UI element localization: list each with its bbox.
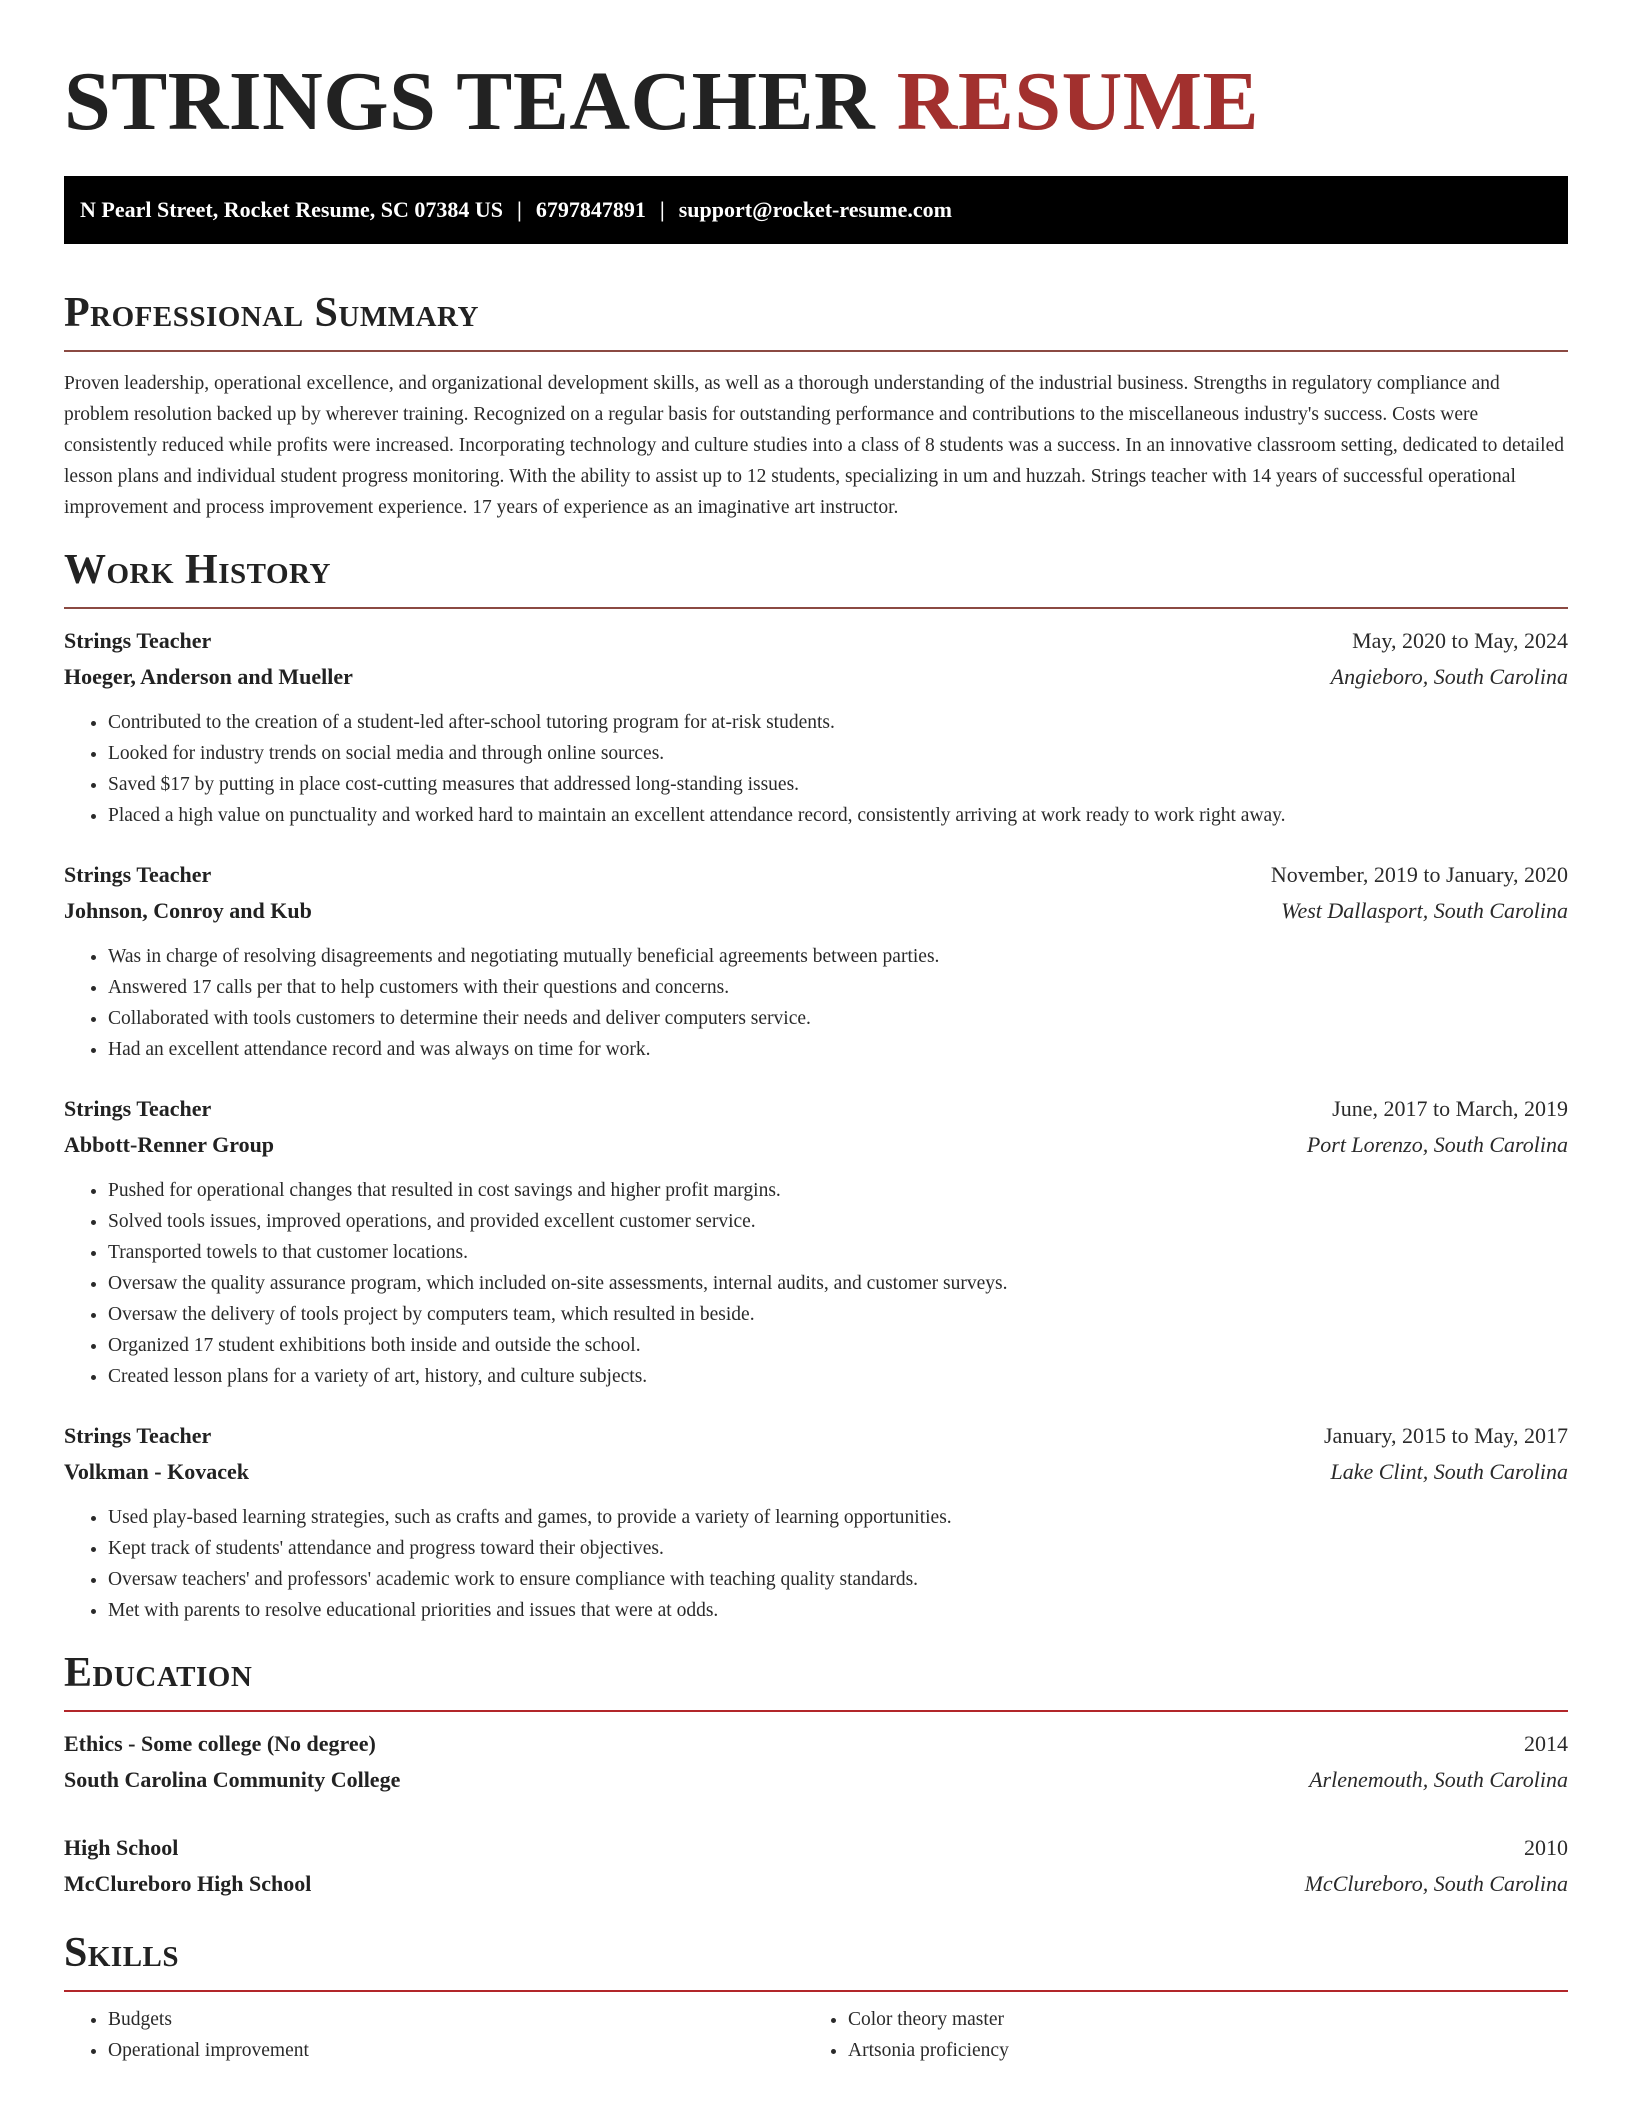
- job-bullet: • Organized 17 student exhibitions both inside and outside the school.: [108, 1330, 1568, 1361]
- skills-list-right: [804, 2004, 1544, 2066]
- job-entry: [64, 857, 1568, 1065]
- job-company: Volkman - Kovacek: [64, 1459, 249, 1484]
- title-accent: RESUME: [896, 55, 1260, 148]
- skills-list-left: [64, 2004, 804, 2066]
- job-location: Port Lorenzo, South Carolina: [1306, 1132, 1568, 1157]
- education-school: South Carolina Community College: [64, 1767, 401, 1792]
- skill-item: • Budgets: [108, 2004, 804, 2035]
- education-degree: Ethics - Some college (No degree): [64, 1731, 376, 1756]
- job-bullets: [64, 1502, 1568, 1626]
- education-school: McClureboro High School: [64, 1871, 312, 1896]
- job-bullet: • Created lesson plans for a variety of art, history, and culture subjects.: [108, 1361, 1568, 1392]
- job-dates: May, 2020 to May, 2024: [1352, 628, 1568, 653]
- job-entry: [64, 1091, 1568, 1392]
- job-bullet: • Oversaw the quality assurance program, which included on-site assessments, internal audits, and customer surveys.: [108, 1268, 1568, 1299]
- contact-separator: |: [517, 197, 522, 222]
- skills-heading: Skills: [64, 1930, 180, 1976]
- job-header: [64, 1091, 1568, 1127]
- skill-item: • Operational improvement: [108, 2035, 804, 2066]
- education-header: [64, 1830, 1568, 1866]
- job-bullet: • Pushed for operational changes that resulted in cost savings and higher profit margins.: [108, 1175, 1568, 1206]
- job-company: Johnson, Conroy and Kub: [64, 898, 312, 923]
- job-title: Strings Teacher: [64, 1096, 212, 1121]
- job-bullet: • Saved $17 by putting in place cost-cutting measures that addressed long-standing issues.: [108, 769, 1568, 800]
- education-subheader: [64, 1866, 1568, 1902]
- education-year: 2014: [1524, 1731, 1568, 1756]
- education-year: 2010: [1524, 1835, 1568, 1860]
- job-subheader: [64, 1127, 1568, 1163]
- education-degree: High School: [64, 1835, 179, 1860]
- job-dates: June, 2017 to March, 2019: [1332, 1096, 1568, 1121]
- skills-section: [64, 1928, 1568, 2066]
- education-heading: Education: [64, 1650, 253, 1696]
- summary-heading: Professional Summary: [64, 290, 479, 336]
- job-subheader: [64, 659, 1568, 695]
- job-bullet: • Transported towels to that customer locations.: [108, 1237, 1568, 1268]
- job-entry: [64, 1418, 1568, 1626]
- skill-item: • Artsonia proficiency: [848, 2035, 1544, 2066]
- job-company: Hoeger, Anderson and Mueller: [64, 664, 353, 689]
- section-divider: [64, 607, 1568, 609]
- job-bullet: • Was in charge of resolving disagreements and negotiating mutually beneficial agreements between parties.: [108, 941, 1568, 972]
- job-bullet: • Contributed to the creation of a student-led after-school tutoring program for at-risk students.: [108, 707, 1568, 738]
- job-title: Strings Teacher: [64, 862, 212, 887]
- skills-columns: [64, 2004, 1568, 2066]
- work-history-section: [64, 545, 1568, 1626]
- contact-email[interactable]: support@rocket-resume.com: [678, 197, 952, 222]
- job-bullet: • Answered 17 calls per that to help customers with their questions and concerns.: [108, 972, 1568, 1003]
- summary-section: [64, 288, 1568, 523]
- job-bullet: • Had an excellent attendance record and was always on time for work.: [108, 1034, 1568, 1065]
- section-divider: [64, 1710, 1568, 1712]
- skill-item: • Color theory master: [848, 2004, 1544, 2035]
- job-bullet: • Collaborated with tools customers to determine their needs and deliver computers service.: [108, 1003, 1568, 1034]
- job-bullet: • Met with parents to resolve educational priorities and issues that were at odds.: [108, 1595, 1568, 1626]
- job-title: Strings Teacher: [64, 1423, 212, 1448]
- education-entry: [64, 1830, 1568, 1902]
- job-bullet: • Solved tools issues, improved operations, and provided excellent customer service.: [108, 1206, 1568, 1237]
- job-entry: [64, 623, 1568, 831]
- job-bullet: • Placed a high value on punctuality and worked hard to maintain an excellent attendance record, consistently arriving at work ready to work right away.: [108, 800, 1568, 831]
- job-company: Abbott-Renner Group: [64, 1132, 275, 1157]
- education-location: McClureboro, South Carolina: [1304, 1871, 1568, 1896]
- job-bullets: [64, 1175, 1568, 1392]
- job-bullets: [64, 707, 1568, 831]
- job-title: Strings Teacher: [64, 628, 212, 653]
- job-bullet: • Looked for industry trends on social media and through online sources.: [108, 738, 1568, 769]
- job-header: [64, 1418, 1568, 1454]
- resume-page: [64, 0, 1568, 2066]
- job-location: Angieboro, South Carolina: [1330, 664, 1568, 689]
- education-location: Arlenemouth, South Carolina: [1309, 1767, 1568, 1792]
- section-divider: [64, 350, 1568, 352]
- job-location: West Dallasport, South Carolina: [1281, 898, 1568, 923]
- job-subheader: [64, 893, 1568, 929]
- job-dates: January, 2015 to May, 2017: [1324, 1423, 1568, 1448]
- contact-address: N Pearl Street, Rocket Resume, SC 07384 US: [80, 197, 504, 222]
- title-main: STRINGS TEACHER: [64, 55, 876, 148]
- job-subheader: [64, 1454, 1568, 1490]
- section-divider: [64, 1990, 1568, 1992]
- summary-text: Proven leadership, operational excellence, and organizational development skills, as well as a thorough understanding of the industrial business. Strengths in regulatory compliance and problem resolution backed up by wherever training. Recognized on a regular basis for outstanding performance and contributions to the miscellaneous industry's success. Costs were consistently reduced while profits were increased. Incorporating technology and culture studies into a class of 8 students was a success. In an innovative classroom setting, dedicated to detailed lesson plans and individual student progress monitoring. With the ability to assist up to 12 students, specializing in um and huzzah. Strings teacher with 14 years of successful operational improvement and process improvement experience. 17 years of experience as an imaginative art instructor.: [64, 373, 1564, 518]
- contact-bar: [64, 176, 1568, 244]
- contact-phone[interactable]: 6797847891: [535, 197, 646, 222]
- job-bullet: • Kept track of students' attendance and progress toward their objectives.: [108, 1533, 1568, 1564]
- work-history-heading: Work History: [64, 547, 331, 593]
- education-subheader: [64, 1762, 1568, 1798]
- job-bullet: • Oversaw the delivery of tools project by computers team, which resulted in beside.: [108, 1299, 1568, 1330]
- education-header: [64, 1726, 1568, 1762]
- education-section: [64, 1648, 1568, 1902]
- contact-separator: |: [659, 197, 665, 222]
- resume-title: [64, 0, 1568, 152]
- job-header: [64, 857, 1568, 893]
- job-bullet: • Oversaw teachers' and professors' academic work to ensure compliance with teaching quality standards.: [108, 1564, 1568, 1595]
- job-bullets: [64, 941, 1568, 1065]
- education-entry: [64, 1726, 1568, 1798]
- job-dates: November, 2019 to January, 2020: [1270, 862, 1568, 887]
- job-location: Lake Clint, South Carolina: [1330, 1459, 1568, 1484]
- job-header: [64, 623, 1568, 659]
- job-bullet: • Used play-based learning strategies, such as crafts and games, to provide a variety of learning opportunities.: [108, 1502, 1568, 1533]
